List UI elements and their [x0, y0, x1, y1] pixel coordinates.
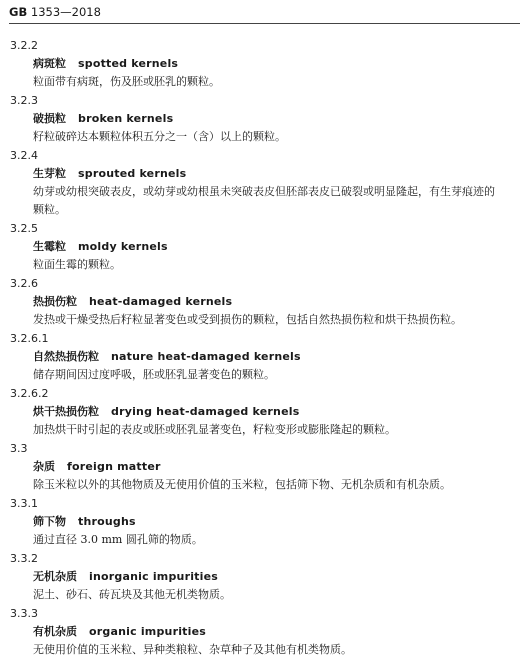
definition-text-line-1: 幼芽或幼根突破表皮，或幼芽或幼根虽未突破表皮但胚部表皮已破裂或明显隆起，有生芽痕迹的: [33, 185, 495, 198]
term-chinese: 有机杂质: [33, 625, 77, 638]
term-line: [0, 623, 529, 641]
term-line: [0, 165, 529, 183]
term-english: moldy kernels: [78, 240, 168, 253]
definition-entry: [0, 604, 529, 659]
section-number: 3.3: [10, 442, 28, 455]
term-chinese: 生芽粒: [33, 167, 66, 180]
term-line: [0, 403, 529, 421]
section-number: 3.2.6.2: [10, 387, 49, 400]
term-chinese: 生霉粒: [33, 240, 66, 253]
term-line: [0, 568, 529, 586]
term-line: [0, 458, 529, 476]
section-number: 3.2.5: [10, 222, 38, 235]
definition-entry: [0, 439, 529, 494]
definition-entry: [0, 219, 529, 274]
term-chinese: 自然热损伤粒: [33, 350, 99, 363]
term-english: inorganic impurities: [89, 570, 219, 583]
definition-entry: [0, 384, 529, 439]
term-chinese: 破损粒: [33, 112, 66, 125]
definition-entry: [0, 146, 529, 219]
term-english: broken kernels: [78, 112, 174, 125]
term-chinese: 烘干热损伤粒: [33, 405, 99, 418]
term-chinese: 筛下物: [33, 515, 66, 528]
section-number: 3.3.2: [10, 552, 38, 565]
term-line: [0, 110, 529, 128]
definition-text: 发热或干燥受热后籽粒显著变色或受到损伤的颗粒，包括自然热损伤粒和烘干热损伤粒。: [33, 313, 462, 326]
definition-text: 除玉米粒以外的其他物质及无使用价值的玉米粒，包括筛下物、无机杂质和有机杂质。: [33, 478, 451, 491]
term-english: spotted kernels: [78, 57, 179, 70]
term-english: drying heat-damaged kernels: [111, 405, 300, 418]
definition-text: 泥土、砂石、砖瓦块及其他无机类物质。: [33, 588, 231, 601]
definitions-list: [0, 36, 529, 659]
term-chinese: 热损伤粒: [33, 295, 77, 308]
definition-entry: [0, 329, 529, 384]
term-chinese: 无机杂质: [33, 570, 77, 583]
definition-entry: [0, 36, 529, 91]
definition-text-line-2: 颗粒。: [33, 203, 66, 216]
term-english: foreign matter: [67, 460, 161, 473]
term-line: [0, 293, 529, 311]
term-english: sprouted kernels: [78, 167, 187, 180]
term-line: [0, 238, 529, 256]
definition-entry: [0, 549, 529, 604]
definition-text: 储存期间因过度呼吸，胚或胚乳显著变色的颗粒。: [33, 368, 275, 381]
definition-text: 粒面生霉的颗粒。: [33, 258, 121, 271]
term-line: [0, 513, 529, 531]
section-number: 3.2.6: [10, 277, 38, 290]
term-chinese: 病斑粒: [33, 57, 66, 70]
standard-code: GB: [9, 5, 28, 19]
definition-text: 加热烘干时引起的表皮或胚或胚乳显著变色，籽粒变形或膨胀隆起的颗粒。: [33, 423, 396, 436]
term-line: [0, 348, 529, 366]
definition-text: 粒面带有病斑，伤及胚或胚乳的颗粒。: [33, 75, 220, 88]
section-number: 3.3.1: [10, 497, 38, 510]
term-english: nature heat-damaged kernels: [111, 350, 301, 363]
section-number: 3.2.6.1: [10, 332, 49, 345]
section-number: 3.2.4: [10, 149, 38, 162]
term-line: [0, 55, 529, 73]
section-number: 3.2.3: [10, 94, 38, 107]
definition-entry: [0, 494, 529, 549]
definition-text: 籽粒破碎达本颗粒体积五分之一（含）以上的颗粒。: [33, 130, 286, 143]
term-english: throughs: [78, 515, 136, 528]
definition-text: [0, 183, 529, 219]
definition-text: 无使用价值的玉米粒、异种类粮粒、杂草种子及其他有机类物质。: [33, 643, 352, 656]
term-english: organic impurities: [89, 625, 206, 638]
definition-entry: [0, 91, 529, 146]
definition-entry: [0, 274, 529, 329]
term-chinese: 杂质: [33, 460, 55, 473]
section-number: 3.3.3: [10, 607, 38, 620]
page-header: [9, 3, 520, 24]
standard-number: 1353—2018: [30, 5, 101, 19]
section-number: 3.2.2: [10, 39, 38, 52]
definition-text: 通过直径 3.0 mm 圆孔筛的物质。: [33, 533, 203, 546]
term-english: heat-damaged kernels: [89, 295, 233, 308]
